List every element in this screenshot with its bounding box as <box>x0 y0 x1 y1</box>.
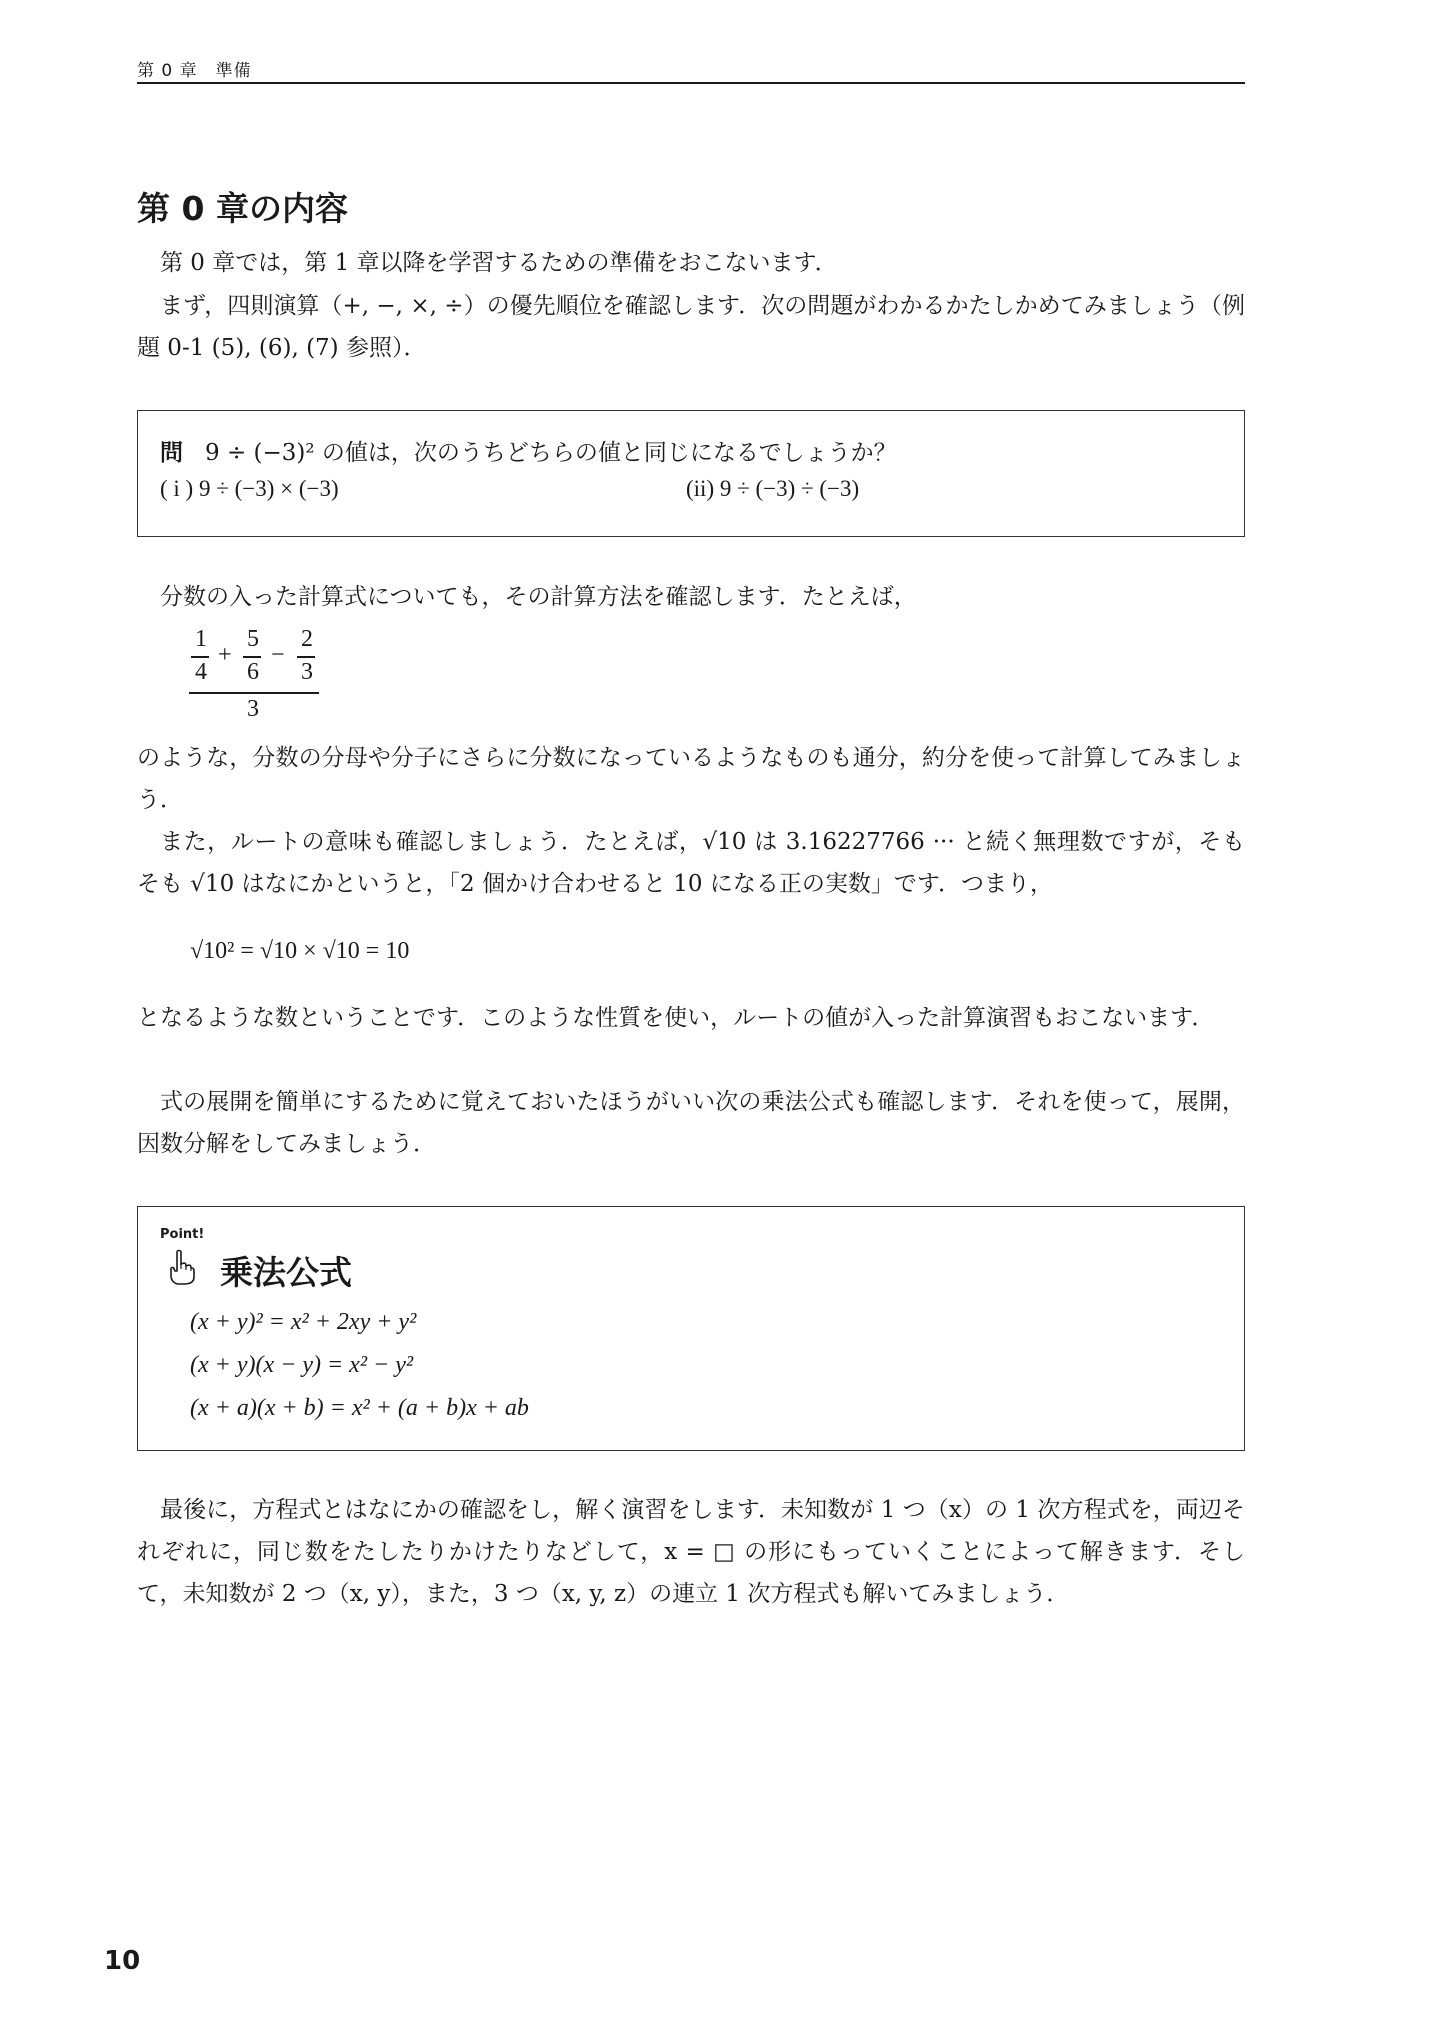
main-fraction-bar <box>189 692 319 694</box>
header-rule <box>137 82 1245 84</box>
running-header: 第 0 章 準備 <box>137 61 252 81</box>
fraction-bar <box>243 656 261 658</box>
nested-fraction <box>189 626 324 731</box>
paragraph-root-practice: となるような数ということです．このような性質を使い，ルートの値が入った計算演習もおこないます． <box>137 1005 1215 1031</box>
fraction-term: 5 <box>247 626 259 652</box>
paragraph-intro: 第 0 章では，第 1 章以降を学習するための準備をおこないます． <box>160 250 838 276</box>
fraction-denominator: 3 <box>247 696 259 722</box>
formula-binomial-product: (x + a)(x + b) = x² + (a + b)x + ab <box>190 1395 529 1421</box>
problem-mark: 問 <box>160 440 183 466</box>
fraction-term: 3 <box>301 659 313 685</box>
paragraph-fraction-practice: のような，分数の分母や分子にさらに分数になっているようなものも通分，約分を使って計算してみましょう． <box>137 745 1245 813</box>
fraction-operator: + <box>218 642 232 668</box>
problem-text: 9 ÷ (−3)² の値は，次のうちどちらの値と同じになるでしょうか？ <box>205 440 897 466</box>
point-label: Point! <box>160 1227 205 1242</box>
problem-option-i: ( i ) 9 ÷ (−3) × (−3) <box>160 476 339 501</box>
page-number: 10 <box>104 1946 141 1976</box>
problem-question <box>160 434 897 467</box>
point-title: 乗法公式 <box>220 1253 352 1292</box>
fraction-operator: − <box>271 642 285 668</box>
chapter-title: 第 0 章の内容 <box>137 189 348 228</box>
paragraph-expansion: 式の展開を簡単にするために覚えておいたほうがいい次の乗法公式も確認します．それを使って，展開，因数分解をしてみましょう． <box>137 1089 1245 1157</box>
fraction-bar <box>297 656 315 658</box>
formula-square-of-sum: (x + y)² = x² + 2xy + y² <box>190 1309 417 1335</box>
paragraph-equations: 最後に，方程式とはなにかの確認をし，解く演習をします．未知数が 1 つ（x）の 1 次方程式を，両辺それぞれに，同じ数をたしたりかけたりなどして，x = □ の形にもっていくことによって解きます．そして，未知数が 2 つ（x, y），また，3 つ（x, y, z）の連立 1 次方程式も解いてみましょう． <box>137 1497 1245 1607</box>
pointing-hand-icon <box>166 1249 196 1285</box>
formula-difference-of-squares: (x + y)(x − y) = x² − y² <box>190 1352 414 1378</box>
problem-box <box>137 410 1245 537</box>
paragraph-fractions: 分数の入った計算式についても，その計算方法を確認します．たとえば， <box>160 584 917 610</box>
point-box <box>137 1206 1245 1451</box>
fraction-term: 4 <box>195 659 207 685</box>
problem-option-ii: (ii) 9 ÷ (−3) ÷ (−3) <box>686 476 860 501</box>
sqrt-formula: √10² = √10 × √10 = 10 <box>190 938 410 964</box>
fraction-term: 2 <box>301 626 313 652</box>
paragraph-arithmetic: まず，四則演算（+, −, ×, ÷）の優先順位を確認します．次の問題がわかるかたしかめてみましょう（例題 0-1 (5), (6), (7) 参照）． <box>137 293 1245 361</box>
fraction-term: 1 <box>195 626 207 652</box>
fraction-bar <box>191 656 209 658</box>
paragraph-root: また，ルートの意味も確認しましょう．たとえば，√10 は 3.16227766 ··· と続く無理数ですが，そもそも √10 はなにかというと，「2 個かけ合わせると 10 になる正の実数」です．つまり， <box>137 829 1245 897</box>
fraction-term: 6 <box>247 659 259 685</box>
